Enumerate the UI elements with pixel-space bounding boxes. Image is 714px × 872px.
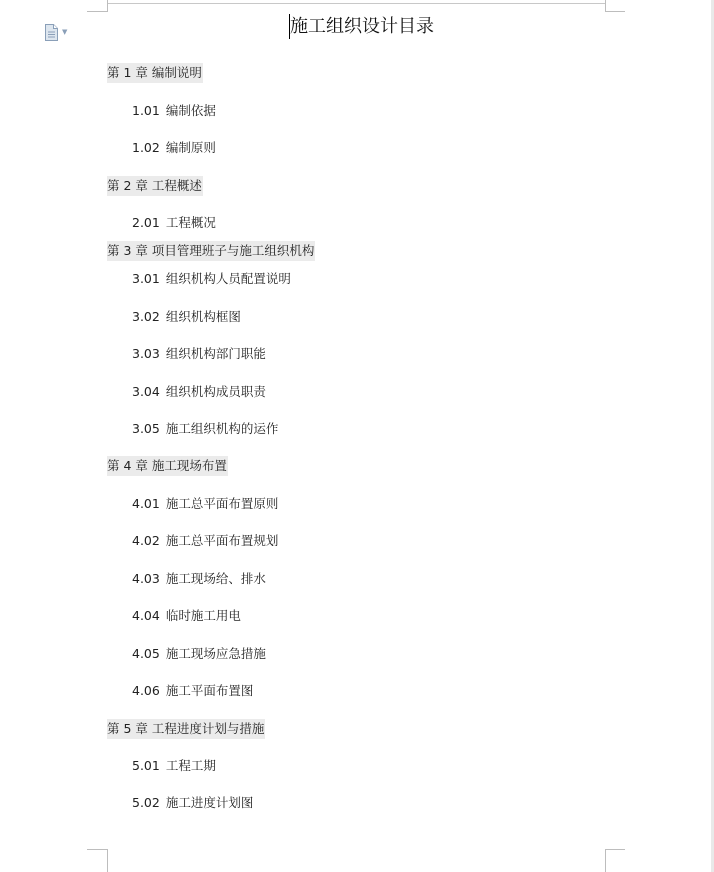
toc-section-number: 4.06 bbox=[132, 683, 160, 698]
crop-mark-top-left-vertical bbox=[107, 0, 108, 12]
toc-section-number: 4.03 bbox=[132, 571, 160, 586]
toc-section-number: 3.03 bbox=[132, 346, 160, 361]
toc-section-item[interactable] bbox=[132, 793, 253, 813]
toc-section-number: 1.02 bbox=[132, 140, 160, 155]
toc-entry-text: 第 2 章 工程概述 bbox=[107, 178, 202, 193]
crop-mark-bottom-left-vertical bbox=[107, 849, 108, 872]
page-title[interactable]: 施工组织设计目录 bbox=[290, 16, 434, 37]
toc-chapter-heading[interactable] bbox=[107, 63, 203, 83]
toc-entry-text: 组织机构成员职责 bbox=[165, 384, 266, 399]
toc-entry-text: 组织机构框图 bbox=[165, 309, 241, 324]
toc-section-item[interactable] bbox=[132, 101, 216, 121]
toc-entry-text: 编制依据 bbox=[165, 103, 216, 118]
page-top-edge bbox=[107, 3, 605, 4]
toc-section-number: 4.01 bbox=[132, 496, 160, 511]
toc-section-number: 4.02 bbox=[132, 533, 160, 548]
toc-section-number: 3.02 bbox=[132, 309, 160, 324]
toc-section-number: 4.05 bbox=[132, 646, 160, 661]
toc-entry-text: 施工进度计划图 bbox=[165, 795, 254, 810]
toc-section-number: 1.01 bbox=[132, 103, 160, 118]
toc-section-number: 5.01 bbox=[132, 758, 160, 773]
toc-entry-text: 施工组织机构的运作 bbox=[165, 421, 279, 436]
toc-section-item[interactable] bbox=[132, 644, 266, 664]
toc-section-number: 3.05 bbox=[132, 421, 160, 436]
toc-entry-text: 工程概况 bbox=[165, 215, 216, 230]
toc-section-item[interactable] bbox=[132, 213, 216, 233]
toc-section-number: 3.01 bbox=[132, 271, 160, 286]
crop-mark-top-left bbox=[87, 11, 107, 12]
toc-section-item[interactable] bbox=[132, 681, 253, 701]
toc-entry-text: 第 3 章 项目管理班子与施工组织机构 bbox=[107, 243, 315, 258]
toc-entry-text: 组织机构人员配置说明 bbox=[165, 271, 291, 286]
toc-section-number: 3.04 bbox=[132, 384, 160, 399]
toc-entry-text: 施工总平面布置规划 bbox=[165, 533, 279, 548]
crop-mark-bottom-right bbox=[605, 849, 625, 850]
crop-mark-bottom-left bbox=[87, 849, 107, 850]
toc-entry-text: 施工现场给、排水 bbox=[165, 571, 266, 586]
toc-section-item[interactable] bbox=[132, 756, 216, 776]
toc-chapter-heading[interactable] bbox=[107, 456, 228, 476]
toc-section-item[interactable] bbox=[132, 138, 216, 158]
toc-section-item[interactable] bbox=[132, 382, 266, 402]
toc-entry-text: 编制原则 bbox=[165, 140, 216, 155]
document-icon bbox=[44, 24, 59, 41]
toc-entry-text: 第 1 章 编制说明 bbox=[107, 65, 202, 80]
toc-section-item[interactable] bbox=[132, 606, 241, 626]
toc-chapter-heading[interactable] bbox=[107, 719, 265, 739]
toc-chapter-heading[interactable] bbox=[107, 241, 315, 261]
toc-section-item[interactable] bbox=[132, 344, 266, 364]
toc-section-number: 2.01 bbox=[132, 215, 160, 230]
toc-entry-text: 施工平面布置图 bbox=[165, 683, 254, 698]
toc-entry-text: 施工总平面布置原则 bbox=[165, 496, 279, 511]
toc-section-item[interactable] bbox=[132, 419, 278, 439]
toc-entry-text: 临时施工用电 bbox=[165, 608, 241, 623]
toc-section-number: 5.02 bbox=[132, 795, 160, 810]
toc-chapter-heading[interactable] bbox=[107, 176, 203, 196]
chevron-down-icon[interactable]: ▼ bbox=[62, 28, 68, 36]
toc-section-item[interactable] bbox=[132, 269, 291, 289]
crop-mark-top-right bbox=[605, 11, 625, 12]
toc-entry-text: 施工现场应急措施 bbox=[165, 646, 266, 661]
document-navigation-button[interactable] bbox=[44, 24, 67, 41]
toc-section-item[interactable] bbox=[132, 494, 278, 514]
toc-section-number: 4.04 bbox=[132, 608, 160, 623]
toc-entry-text: 组织机构部门职能 bbox=[165, 346, 266, 361]
crop-mark-bottom-right-vertical bbox=[605, 849, 606, 872]
crop-mark-top-right-vertical bbox=[605, 0, 606, 12]
toc-entry-text: 第 4 章 施工现场布置 bbox=[107, 458, 227, 473]
toc-section-item[interactable] bbox=[132, 531, 278, 551]
toc-entry-text: 第 5 章 工程进度计划与措施 bbox=[107, 721, 265, 736]
toc-section-item[interactable] bbox=[132, 569, 266, 589]
toc-section-item[interactable] bbox=[132, 307, 241, 327]
toc-entry-text: 工程工期 bbox=[165, 758, 216, 773]
